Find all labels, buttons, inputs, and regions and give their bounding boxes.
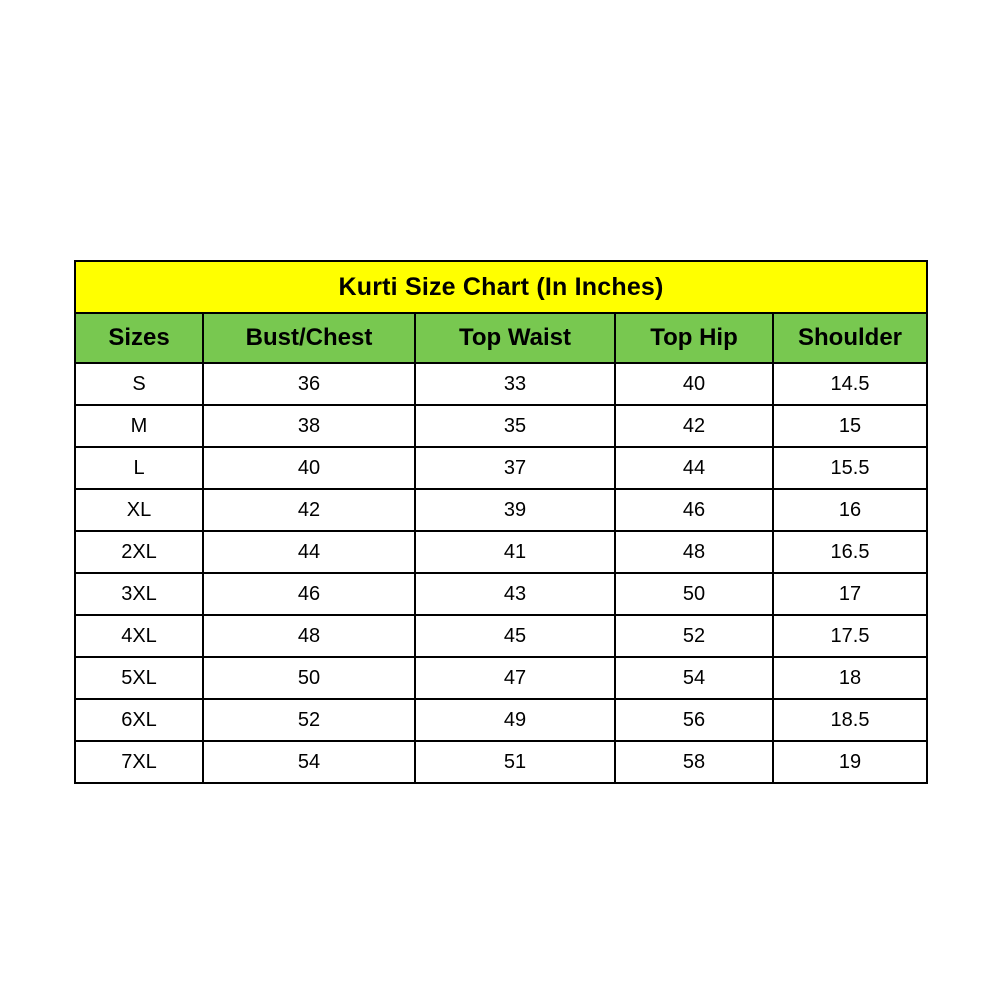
cell-size: 4XL: [75, 615, 203, 657]
cell-top-waist: 39: [415, 489, 615, 531]
cell-top-waist: 49: [415, 699, 615, 741]
column-header-bust-chest: Bust/Chest: [203, 313, 415, 363]
cell-bust-chest: 54: [203, 741, 415, 783]
cell-bust-chest: 52: [203, 699, 415, 741]
cell-shoulder: 19: [773, 741, 927, 783]
table-row: [75, 405, 927, 447]
cell-shoulder: 16.5: [773, 531, 927, 573]
table-row: [75, 573, 927, 615]
cell-bust-chest: 46: [203, 573, 415, 615]
cell-shoulder: 17: [773, 573, 927, 615]
column-header-sizes: Sizes: [75, 313, 203, 363]
cell-top-hip: 56: [615, 699, 773, 741]
size-chart-container: [74, 260, 926, 784]
table-row: [75, 699, 927, 741]
cell-top-waist: 37: [415, 447, 615, 489]
cell-size: 2XL: [75, 531, 203, 573]
cell-bust-chest: 38: [203, 405, 415, 447]
cell-top-hip: 40: [615, 363, 773, 405]
cell-bust-chest: 50: [203, 657, 415, 699]
cell-size: 6XL: [75, 699, 203, 741]
cell-top-waist: 33: [415, 363, 615, 405]
cell-top-waist: 47: [415, 657, 615, 699]
cell-bust-chest: 42: [203, 489, 415, 531]
cell-top-hip: 42: [615, 405, 773, 447]
table-row: [75, 741, 927, 783]
table-row: [75, 531, 927, 573]
column-header-shoulder: Shoulder: [773, 313, 927, 363]
table-row: [75, 489, 927, 531]
cell-top-waist: 35: [415, 405, 615, 447]
cell-shoulder: 17.5: [773, 615, 927, 657]
table-row: [75, 615, 927, 657]
cell-bust-chest: 36: [203, 363, 415, 405]
cell-top-waist: 51: [415, 741, 615, 783]
cell-top-waist: 43: [415, 573, 615, 615]
cell-bust-chest: 40: [203, 447, 415, 489]
cell-size: 3XL: [75, 573, 203, 615]
table-row: [75, 657, 927, 699]
cell-size: L: [75, 447, 203, 489]
cell-shoulder: 18: [773, 657, 927, 699]
cell-top-hip: 58: [615, 741, 773, 783]
cell-top-waist: 41: [415, 531, 615, 573]
cell-size: M: [75, 405, 203, 447]
table-header-row: [75, 313, 927, 363]
cell-bust-chest: 48: [203, 615, 415, 657]
cell-top-hip: 44: [615, 447, 773, 489]
cell-size: 5XL: [75, 657, 203, 699]
table-title-row: [75, 261, 927, 313]
cell-size: S: [75, 363, 203, 405]
cell-top-hip: 46: [615, 489, 773, 531]
kurti-size-chart-table: [74, 260, 928, 784]
column-header-top-waist: Top Waist: [415, 313, 615, 363]
cell-shoulder: 15: [773, 405, 927, 447]
column-header-top-hip: Top Hip: [615, 313, 773, 363]
cell-top-hip: 48: [615, 531, 773, 573]
cell-top-hip: 50: [615, 573, 773, 615]
cell-size: 7XL: [75, 741, 203, 783]
cell-top-hip: 54: [615, 657, 773, 699]
table-row: [75, 447, 927, 489]
chart-title: Kurti Size Chart (In Inches): [75, 261, 927, 313]
cell-top-waist: 45: [415, 615, 615, 657]
cell-size: XL: [75, 489, 203, 531]
cell-shoulder: 14.5: [773, 363, 927, 405]
cell-shoulder: 16: [773, 489, 927, 531]
cell-shoulder: 18.5: [773, 699, 927, 741]
table-row: [75, 363, 927, 405]
cell-bust-chest: 44: [203, 531, 415, 573]
cell-top-hip: 52: [615, 615, 773, 657]
cell-shoulder: 15.5: [773, 447, 927, 489]
